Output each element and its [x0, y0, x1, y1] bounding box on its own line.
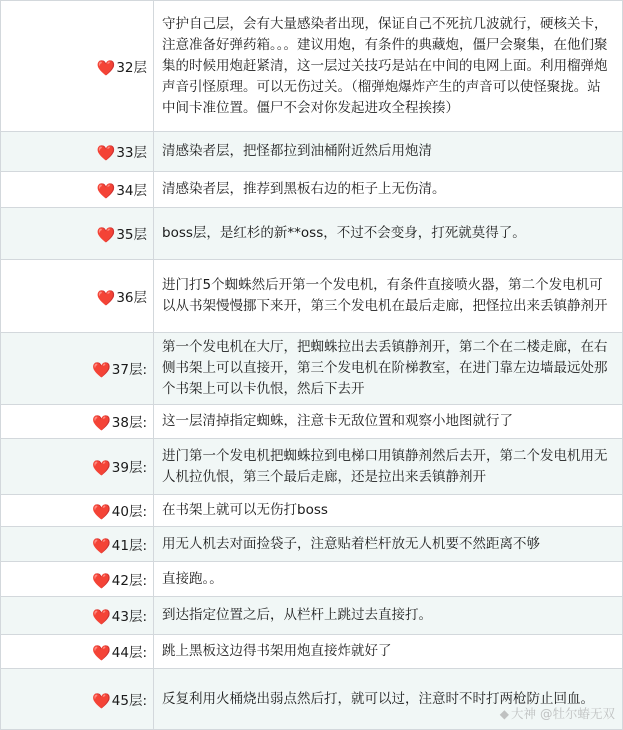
level-label: 37层:	[111, 362, 147, 378]
heart-icon: ❤️	[92, 414, 111, 432]
level-cell	[1, 333, 154, 405]
level-label: 38层:	[111, 415, 147, 431]
heart-icon: ❤️	[92, 644, 111, 662]
heart-icon: ❤️	[92, 361, 111, 379]
level-cell	[1, 527, 154, 562]
heart-icon: ❤️	[92, 608, 111, 626]
table-row	[1, 495, 623, 527]
watermark-text: 大神 @牡尔蝽无双	[511, 706, 615, 721]
description-cell: 进门打5个蜘蛛然后开第一个发电机，有条件直接喷火器，第二个发电机可以从书架慢慢挪下来开，第三个发电机在最后走廊，把怪拉出来丢镇静剂开	[154, 260, 623, 333]
level-label: 42层:	[111, 572, 147, 589]
level-cell	[1, 495, 154, 527]
description-cell: 清感染者层，推荐到黑板右边的柜子上无伤清。	[154, 172, 623, 208]
heart-icon: ❤️	[92, 536, 111, 555]
level-cell	[1, 597, 154, 635]
heart-icon: ❤️	[92, 503, 111, 521]
table-row	[1, 562, 623, 597]
heart-icon: ❤️	[96, 182, 116, 200]
table-row	[1, 527, 623, 562]
level-label: 39层:	[111, 460, 147, 476]
table-row	[1, 333, 623, 405]
level-cell	[1, 132, 154, 172]
heart-icon: ❤️	[96, 288, 116, 307]
table-row	[1, 172, 623, 208]
heart-icon: ❤️	[92, 459, 111, 477]
description-cell: 清感染者层，把怪都拉到油桶附近然后用炮清	[154, 132, 623, 172]
table-row	[1, 405, 623, 439]
level-label: 44层:	[111, 645, 147, 661]
description-cell: 在书架上就可以无伤打boss	[154, 495, 623, 527]
table-row	[1, 1, 623, 132]
level-label: 32层	[116, 59, 147, 76]
level-label: 33层	[116, 145, 147, 161]
level-cell	[1, 635, 154, 669]
description-cell: 第一个发电机在大厅，把蜘蛛拉出去丢镇静剂开，第二个在二楼走廊，在右侧书架上可以直接开，第三个发电机在阶梯教室，在进门靠左边墙最远处那个书架上可以卡仇恨，然后下去开	[154, 333, 623, 405]
level-cell	[1, 172, 154, 208]
level-label: 35层	[116, 227, 147, 243]
level-cell	[1, 439, 154, 495]
heart-icon: ❤️	[96, 58, 116, 77]
watermark-logo-icon: ◆	[499, 707, 510, 721]
level-cell	[1, 562, 154, 597]
table-row	[1, 208, 623, 260]
level-label: 43层:	[111, 609, 147, 625]
heart-icon: ❤️	[96, 226, 116, 244]
level-label: 40层:	[111, 504, 147, 520]
level-label: 34层	[116, 183, 147, 199]
level-cell	[1, 1, 154, 132]
table-row	[1, 439, 623, 495]
description-cell: boss层，是红杉的新**oss，不过不会变身，打死就莫得了。	[154, 208, 623, 260]
level-cell	[1, 669, 154, 730]
table-row	[1, 132, 623, 172]
watermark	[500, 704, 615, 722]
level-label: 41层:	[111, 537, 147, 554]
heart-icon: ❤️	[92, 691, 111, 710]
description-cell: 反复利用火桶烧出弱点然后打，就可以过，注意时不时打两枪防止回血。	[154, 669, 623, 730]
level-cell	[1, 208, 154, 260]
description-cell: 进门第一个发电机把蜘蛛拉到电梯口用镇静剂然后去开，第二个发电机用无人机拉仇恨，第三个最后走廊，还是拉出来丢镇静剂开	[154, 439, 623, 495]
heart-icon: ❤️	[96, 144, 116, 162]
description-cell: 用无人机去对面捡袋子，注意贴着栏杆放无人机要不然距离不够	[154, 527, 623, 562]
level-label: 45层:	[111, 692, 147, 709]
level-cell	[1, 260, 154, 333]
heart-icon: ❤️	[92, 571, 111, 590]
table-row	[1, 260, 623, 333]
description-cell: 守护自己层，会有大量感染者出现，保证自己不死抗几波就行，硬核关卡，注意准备好弹药箱。。。建议用炮，有条件的典藏炮，僵尸会聚集，在他们聚集的时候用炮赶紧清，这一层过关技巧是站在中间的电网上面。利用榴弹炮声音引怪原理。可以无伤过关。（榴弹炮爆炸产生的声音可以使怪聚拢。站中间卡准位置。僵尸不会对你发起进攻全程挨揍）	[154, 1, 623, 132]
description-cell: 到达指定位置之后，从栏杆上跳过去直接打。	[154, 597, 623, 635]
level-label: 36层	[116, 289, 147, 306]
description-cell: 直接跑。。	[154, 562, 623, 597]
level-cell	[1, 405, 154, 439]
table-row	[1, 597, 623, 635]
description-cell: 这一层清掉指定蜘蛛，注意卡无敌位置和观察小地图就行了	[154, 405, 623, 439]
description-cell: 跳上黑板这边得书架用炮直接炸就好了	[154, 635, 623, 669]
table-row	[1, 635, 623, 669]
